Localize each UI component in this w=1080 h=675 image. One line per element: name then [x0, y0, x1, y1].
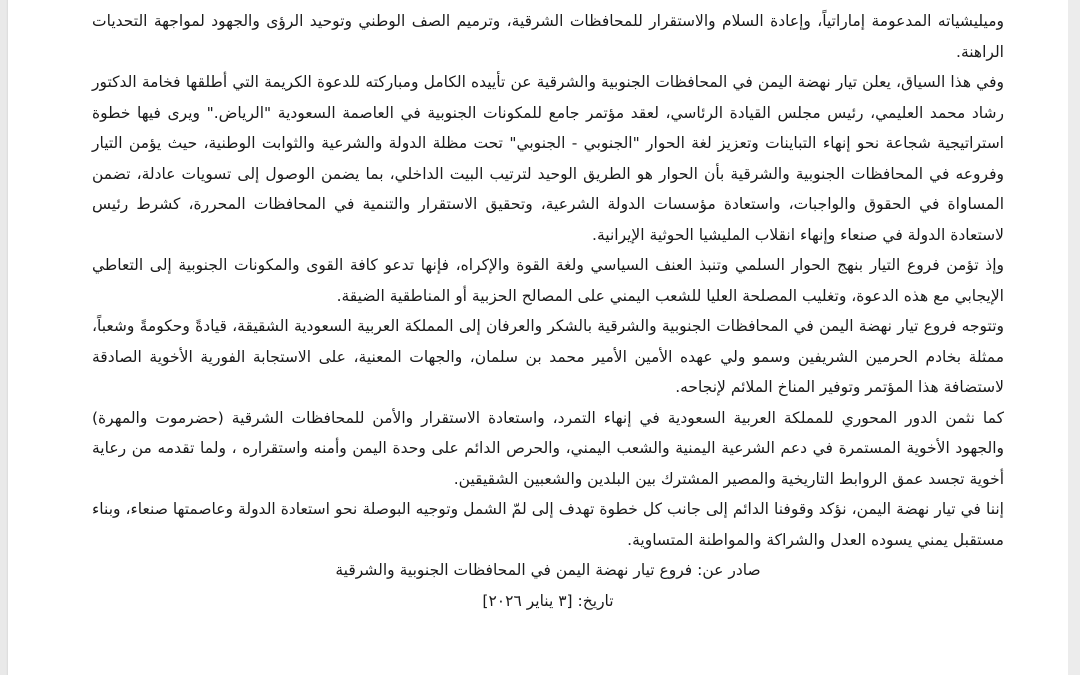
issuer-line: صادر عن: فروع تيار نهضة اليمن في المحافظات الجنوبية والشرقية: [335, 561, 761, 579]
paragraph-1: وفي هذا السياق، يعلن تيار نهضة اليمن في المحافظات الجنوبية والشرقية عن تأييده الكامل ومباركته للدعوة الكريمة التي أطلقها فخامة الدكتور رشاد محمد العليمي، رئيس مجلس القيادة الرئاسي، لعقد مؤتمر جامع للمكونات الجنوبية في العاصمة السعودية "الرياض." ويرى فيها خطوة استراتيجية شجاعة نحو إنهاء التباينات وتعزيز لغة الحوار "الجنوبي - الجنوبي" تحت مظلة الدولة والشرعية والثوابت الوطنية، حيث يؤمن التيار وفروعه في المحافظات الجنوبية والشرقية بأن الحوار هو الطريق الوحيد لترتيب البيت الداخلي، بما يضمن الوصول إلى تسويات عادلة، تضمن المساواة في الحقوق والواجبات، واستعادة مؤسسات الدولة الشرعية، وتحقيق الاستقرار والتنمية في المحافظات المحررة، كشرط رئيس لاستعادة الدولة في صنعاء وإنهاء انقلاب المليشيا الحوثية الإيرانية.: [92, 73, 1004, 244]
paragraph-4: كما نثمن الدور المحوري للمملكة العربية السعودية في إنهاء التمرد، واستعادة الاستقرار والأمن للمحافظات الشرقية (حضرموت والمهرة) والجهود الأخوية المستمرة في دعم الشرعية اليمنية والشعب اليمني، والحرص الدائم على وحدة اليمن وأمنه واستقراره ، ولما تقدمه من رعاية أخوية تجسد عمق الروابط التاريخية والمصير المشترك بين البلدين والشعبين الشقيقين.: [92, 408, 1004, 488]
date-line: تاريخ: [٣ يناير ٢٠٢٦]: [482, 591, 614, 610]
paragraph-5: إننا في تيار نهضة اليمن، نؤكد وقوفنا الدائم إلى جانب كل خطوة تهدف إلى لمّ الشمل وتوجيه البوصلة نحو استعادة الدولة وعاصمتها صنعاء، وبناء مستقبل يمني يسوده العدل والشراكة والمواطنة المتساوية.: [92, 500, 1004, 549]
paragraph-2: وإذ تؤمن فروع التيار بنهج الحوار السلمي وتنبذ العنف السياسي ولغة القوة والإكراه، فإنها تدعو كافة القوى والمكونات الجنوبية إلى التعاطي الإيجابي مع هذه الدعوة، وتغليب المصلحة العليا للشعب اليمني على المصالح الحزبية أو المناطقية الضيقة.: [92, 256, 1004, 305]
paragraph-0-tail: وميليشياته المدعومة إماراتياً، وإعادة السلام والاستقرار للمحافظات الشرقية، وترميم الصف الوطني وتوحيد الرؤى والجهود لمواجهة التحديات الراهنة.: [92, 12, 1004, 61]
document-body: [92, 0, 1004, 616]
viewer-right-margin: [1068, 0, 1080, 675]
paragraph-3: وتتوجه فروع تيار نهضة اليمن في المحافظات الجنوبية والشرقية بالشكر والعرفان إلى المملكة العربية السعودية الشقيقة، قيادةً وحكومةً وشعباً، ممثلة بخادم الحرمين الشريفين وسمو ولي عهده الأمين الأمير محمد بن سلمان، والجهات المعنية، على الاستجابة الفورية الأخوية الصادقة لاستضافة هذا المؤتمر وتوفير المناخ الملائم لإنجاحه.: [92, 317, 1004, 396]
document-page: [8, 0, 1068, 675]
